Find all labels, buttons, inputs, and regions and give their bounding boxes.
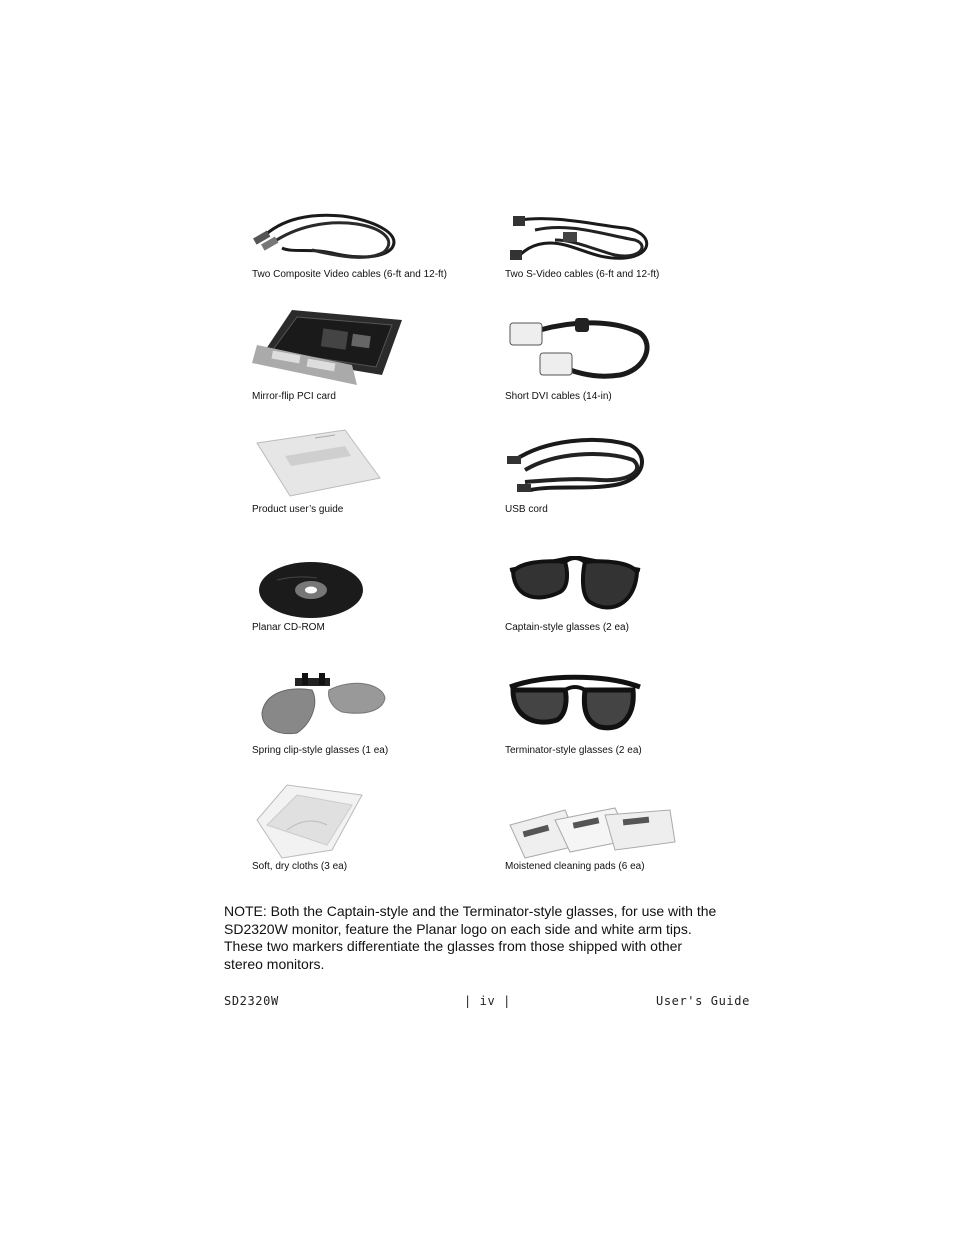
user-guide-caption: Product user’s guide (252, 504, 344, 515)
svideo-cable-image (505, 210, 655, 270)
composite-cable-caption: Two Composite Video cables (6-ft and 12-ft) (252, 269, 447, 280)
dvi-cable-caption: Short DVI cables (14-in) (505, 391, 612, 402)
footer-page-number: | iv | (464, 994, 511, 1008)
cloths-caption: Soft, dry cloths (3 ea) (252, 861, 348, 872)
dvi-cable-image (505, 315, 655, 390)
composite-cable-image (252, 208, 402, 268)
terminator-glasses-image (505, 662, 645, 747)
cleaning-pads-caption: Moistened cleaning pads (6 ea) (505, 861, 645, 872)
captain-glasses-caption: Captain-style glasses (2 ea) (505, 622, 629, 633)
captain-glasses-image (505, 540, 645, 625)
terminator-glasses-caption: Terminator-style glasses (2 ea) (505, 745, 642, 756)
pci-card-caption: Mirror-flip PCI card (252, 391, 336, 402)
usb-cord-image (505, 430, 650, 505)
user-guide-image (255, 428, 385, 503)
clip-glasses-caption: Spring clip-style glasses (1 ea) (252, 745, 389, 756)
usb-cord-caption: USB cord (505, 504, 548, 515)
cdrom-caption: Planar CD-ROM (252, 622, 325, 633)
note-paragraph: NOTE: Both the Captain-style and the Terminator-style glasses, for use with the SD2320W monitor, feature the Planar logo on each side and white arm tips. These two markers differentiate the glasses from those shipped with other stereo monitors. (224, 903, 717, 972)
footer-product-name: SD2320W (224, 994, 279, 1008)
svideo-cable-caption: Two S-Video cables (6-ft and 12-ft) (505, 269, 660, 280)
cloths-image (252, 780, 367, 865)
clip-glasses-image (257, 668, 387, 743)
pci-card-image (252, 305, 412, 392)
cleaning-pads-image (505, 800, 677, 865)
cdrom-image (257, 560, 365, 625)
footer-document-title: User's Guide (656, 994, 750, 1008)
